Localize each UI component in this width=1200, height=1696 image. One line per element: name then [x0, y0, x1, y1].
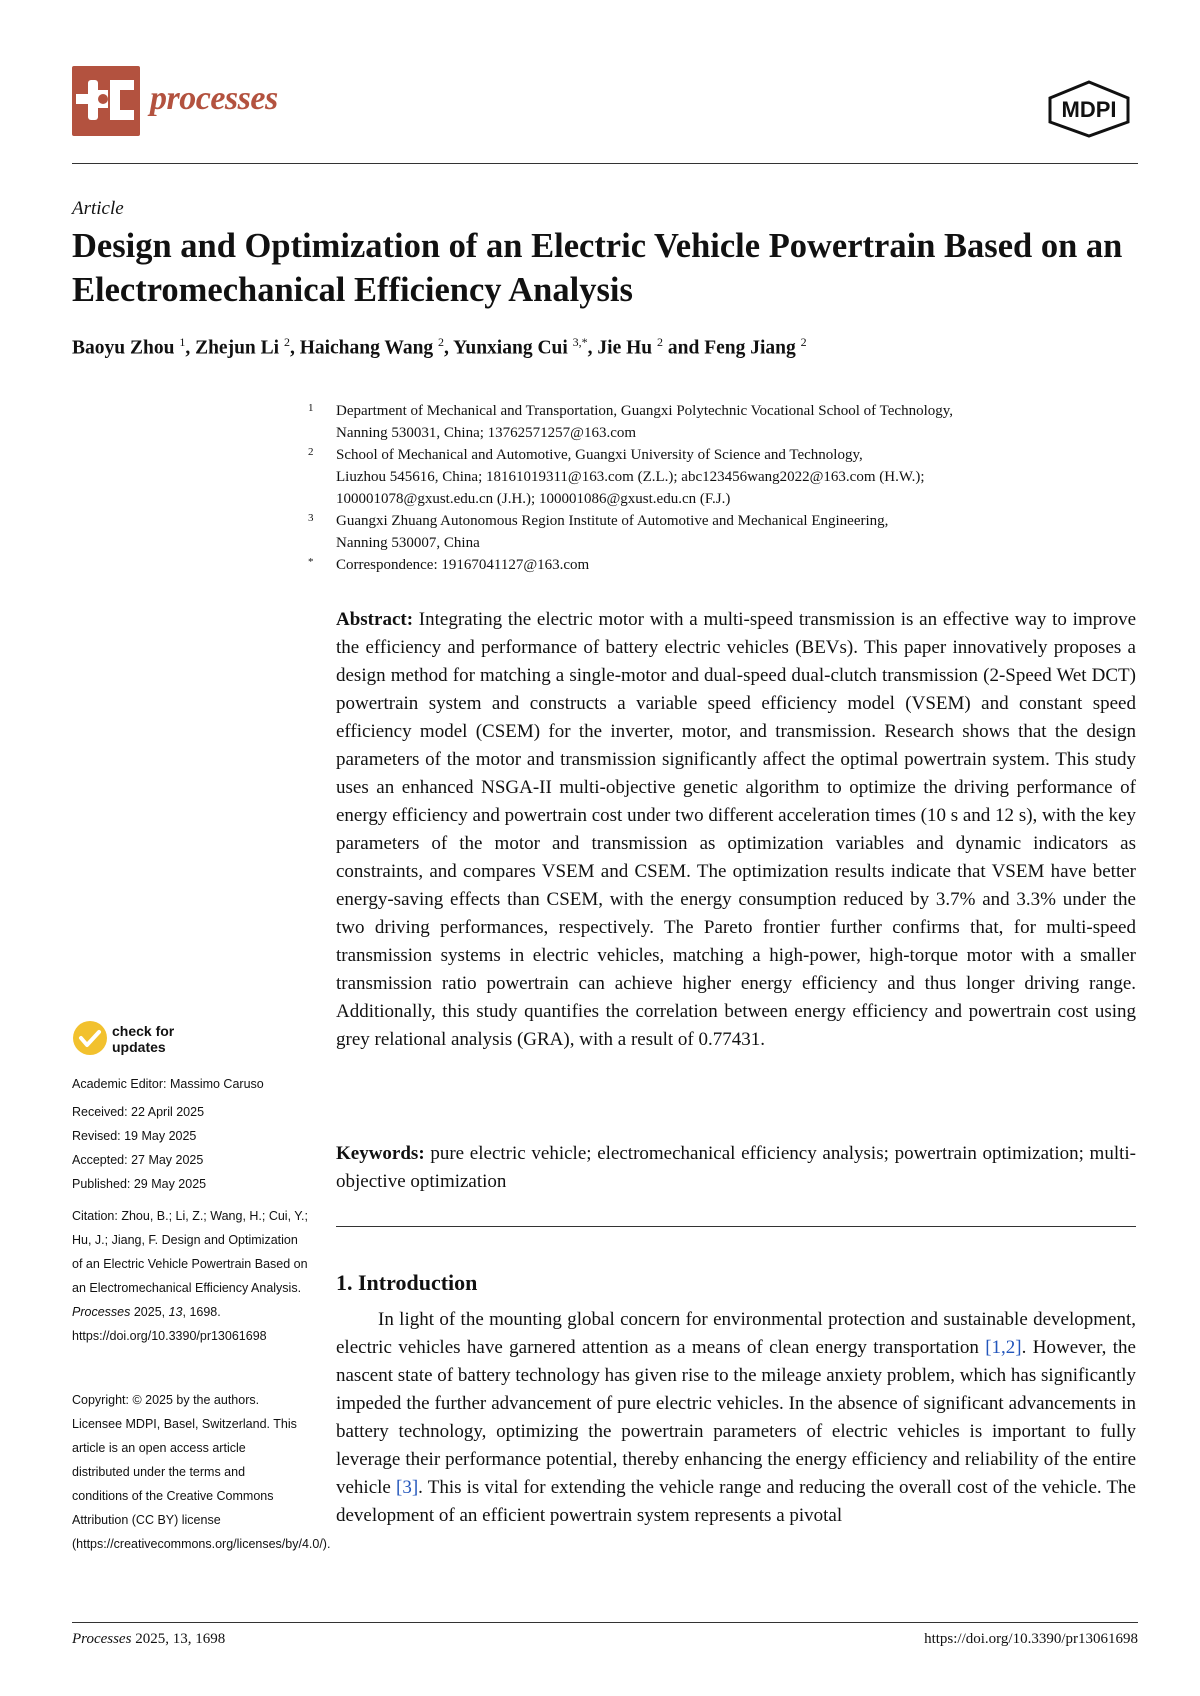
journal-logo: [72, 66, 140, 136]
copyright-block: Copyright: © 2025 by the authors. Licensee MDPI, Basel, Switzerland. This article is an open access article distributed under the terms and conditions of the Creative Commons Attribution (CC BY) license (https://creativecommons.org/licenses/by/4.0/).: [72, 1393, 331, 1551]
introduction-paragraph: [336, 1306, 1136, 1530]
keywords-text: pure electric vehicle; electromechanical efficiency analysis; powertrain optimization; multi-objective optimization: [336, 1143, 1137, 1192]
intro-text-part: In light of the mounting global concern for environmental protection and sustainable development, electric vehicles have garnered attention as a means of clean energy transportation: [336, 1309, 1136, 1358]
check-for-updates-button[interactable]: [72, 1018, 212, 1058]
affiliation-2: [308, 444, 1136, 510]
accepted-date: Accepted: 27 May 2025: [72, 1153, 204, 1167]
author-name: Zhejun Li: [195, 337, 280, 359]
received-date: Received: 22 April 2025: [72, 1105, 205, 1119]
author-name: Jie Hu: [597, 337, 653, 359]
author-separator: ,: [185, 337, 196, 359]
abstract-text: Integrating the electric motor with a multi-speed transmission is an effective way to improve the efficiency and performance of battery electric vehicles (BEVs). This paper innovatively proposes a design method for matching a single-motor and dual-speed dual-clutch transmission (2-Speed Wet DCT) powertrain system and constructs a variable speed efficiency model (VSEM) and constant speed efficiency model (CSEM) for the inverter, motor, and transmission. Research shows that the design parameters of the motor and transmission significantly affect the optimal powertrain system. This study uses an enhanced NSGA-II multi-objective genetic algorithm to optimize the driving performance of energy efficiency and powertrain cost under two different acceleration times (10 s and 12 s), with the key parameters of the motor and transmission as optimization variables and dynamic indicators as constraints, and compares VSEM and CSEM. The optimization results indicate that VSEM have better energy-saving effects than CSEM, with the energy consumption reduced by 3.7% and 3.3% under the two driving performances, respectively. The Pareto frontier further confirms that, for multi-speed transmission systems in electric vehicles, matching a high-power, high-torque motor with a smaller transmission ratio powertrain can achieve higher energy efficiency and thus longer driving range. Additionally, this study quantifies the correlation between energy efficiency and powertrain cost using grey relational analysis (GRA), with a result of 0.77431.: [336, 609, 1137, 1050]
footer-cite: 2025, 13, 1698: [131, 1631, 226, 1647]
affiliation-1: [308, 400, 1136, 444]
citation-link[interactable]: [1,2]: [985, 1337, 1022, 1358]
citation-volume: 13: [168, 1305, 183, 1319]
author-name: Haichang Wang: [299, 337, 434, 359]
header-divider: [72, 163, 1138, 164]
intro-text-part: . This is vital for extending the vehicle range and reducing the overall cost of the vehicle. The development of an efficient powertrain system represents a pivotal: [336, 1477, 1136, 1526]
keywords: [336, 1140, 1136, 1196]
author-affiliation-marker: 2: [283, 335, 290, 349]
citation-text: Citation: Zhou, B.; Li, Z.; Wang, H.; Cui, Y.; Hu, J.; Jiang, F. Design and Optimization of an Electric Vehicle Powertrain Based on an Electromechanical Efficiency Analysis.: [72, 1209, 308, 1295]
affiliation-line: School of Mechanical and Automotive, Guangxi University of Science and Technology,: [336, 447, 863, 463]
affiliation-line: Correspondence: 19167041127@163.com: [336, 557, 590, 573]
mdpi-hexagon-icon: [1046, 80, 1132, 138]
author-name: Yunxiang Cui: [453, 337, 568, 359]
processes-logo-icon: [72, 66, 140, 136]
check-updates-line1: check for: [112, 1023, 175, 1039]
intro-text-part: . However, the nascent state of battery technology has given rise to the mileage anxiety problem, which has significantly impeded the further advancement of pure electric vehicles. In the absence of significant advancements in battery technology, optimizing the powertrain parameters of electric vehicles is important to fully leverage their performance potential, thereby enhancing the energy efficiency and reliability of the entire vehicle: [336, 1337, 1136, 1498]
published-date: Published: 29 May 2025: [72, 1177, 207, 1191]
citation-text: 2025,: [130, 1305, 169, 1319]
footer-doi-link[interactable]: https://doi.org/10.3390/pr13061698: [924, 1631, 1138, 1647]
affiliation-line: Nanning 530007, China: [336, 535, 480, 551]
abstract: [336, 606, 1136, 1054]
author-affiliation-marker: 2: [657, 335, 664, 349]
author-affiliation-marker: 2: [800, 335, 807, 349]
affiliation-line: Department of Mechanical and Transportation, Guangxi Polytechnic Vocational School of Technology,: [336, 403, 954, 419]
author-separator: ,: [587, 337, 598, 359]
keywords-label: Keywords:: [336, 1143, 425, 1164]
check-updates-icon: [72, 1018, 212, 1058]
academic-editor: Academic Editor: Massimo Caruso: [72, 1077, 264, 1091]
author-affiliation-marker: 1: [179, 335, 186, 349]
author-affiliation-marker: 3,*: [572, 335, 588, 349]
mdpi-logo-text: MDPI: [1061, 97, 1117, 122]
section-divider: [336, 1226, 1136, 1227]
author-name: Baoyu Zhou: [72, 337, 175, 359]
affiliation-line: 100001078@gxust.edu.cn (J.H.); 100001086@gxust.edu.cn (F.J.): [336, 491, 731, 507]
article-type: Article: [72, 198, 124, 219]
revised-date: Revised: 19 May 2025: [72, 1129, 197, 1143]
journal-name: processes: [150, 80, 278, 117]
correspondence: [308, 554, 1136, 576]
footer-divider: [72, 1622, 1138, 1623]
citation-text: , 1698. https://doi.org/10.3390/pr13061698: [72, 1305, 267, 1343]
affiliation-number: 3: [308, 512, 314, 524]
affiliation-3: [308, 510, 1136, 554]
citation-block: [72, 1204, 310, 1348]
affiliation-number: 1: [308, 402, 314, 414]
mdpi-logo: [1046, 80, 1132, 138]
check-updates-line2: updates: [112, 1039, 166, 1055]
citation-journal: Processes: [72, 1305, 131, 1319]
footer-journal: Processes: [72, 1631, 132, 1647]
affiliation-line: Nanning 530031, China; 13762571257@163.com: [336, 425, 637, 441]
author-separator: ,: [289, 337, 300, 359]
author-list: [72, 335, 1142, 360]
affiliation-number: *: [308, 556, 314, 568]
affiliation-number: 2: [308, 446, 314, 458]
author-separator: and: [663, 337, 705, 359]
affiliation-line: Liuzhou 545616, China; 18161019311@163.com (Z.L.); abc123456wang2022@163.com (H.W.);: [336, 469, 925, 485]
section-heading: 1. Introduction: [336, 1270, 478, 1295]
footer-citation: [72, 1631, 225, 1648]
author-affiliation-marker: 2: [438, 335, 445, 349]
paper-title: Design and Optimization of an Electric Vehicle Powertrain Based on an Electromechanical Efficiency Analysis: [72, 227, 1123, 309]
author-name: Feng Jiang: [704, 337, 796, 359]
citation-link[interactable]: [3]: [396, 1477, 419, 1498]
abstract-label: Abstract:: [336, 609, 414, 630]
affiliation-line: Guangxi Zhuang Autonomous Region Institute of Automotive and Mechanical Engineering,: [336, 513, 889, 529]
author-separator: ,: [444, 337, 454, 359]
